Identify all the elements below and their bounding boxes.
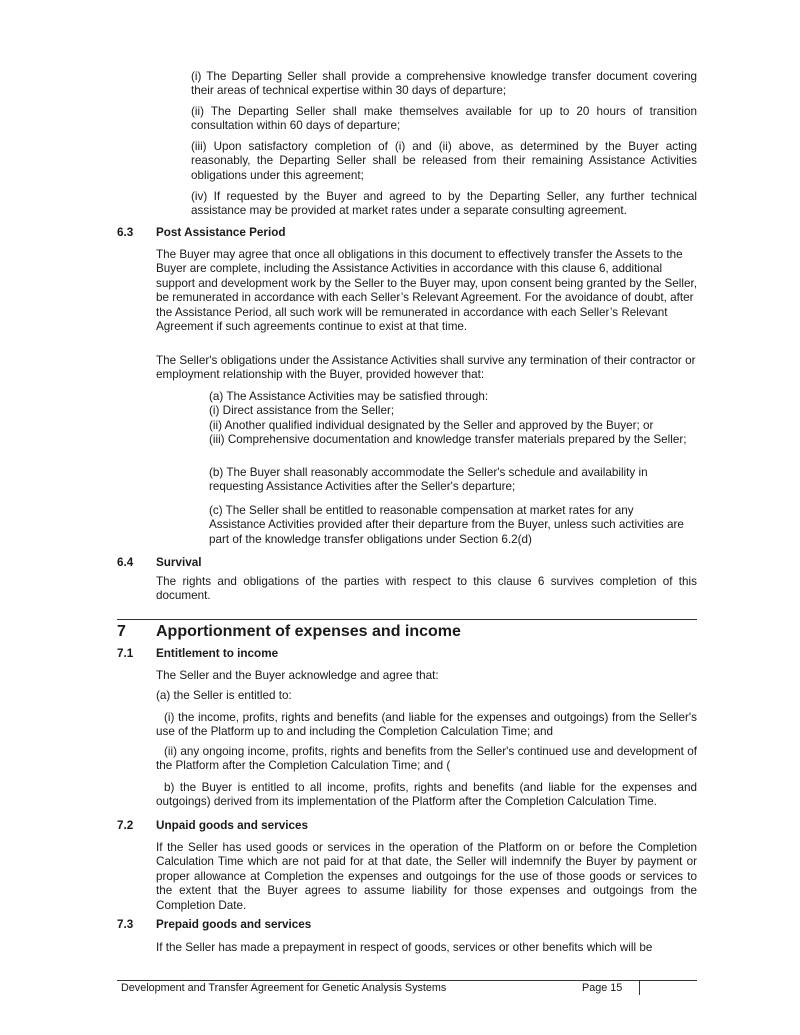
section-number-7-2: 7.2	[117, 819, 134, 832]
list-item-iv: (iv) If requested by the Buyer and agreed to by the Departing Seller, any further technical assistance may be provided at market rates under a separate consulting agreement.	[191, 190, 697, 218]
section-7-3-paragraph: If the Seller has made a prepayment in respect of goods, services or other benefits which will be	[156, 941, 653, 954]
list-item-b: (b) The Buyer shall reasonably accommodate the Seller's schedule and availability in requesting Assistance Activities after the Seller's departure;	[209, 466, 648, 494]
section-divider	[117, 619, 697, 620]
list-item-a-iii: (iii) Comprehensive documentation and knowledge transfer materials prepared by the Seller;	[209, 433, 687, 447]
section-7-1-item-a-ii: (ii) any ongoing income, profits, rights and benefits from the Seller's continued use and development of the Platform after the Completion Calculation Time; and (	[156, 745, 697, 773]
page-number: Page 15	[582, 982, 623, 994]
section-heading-7: Apportionment of expenses and income	[156, 623, 461, 640]
footer-divider	[117, 980, 697, 981]
section-6-3-paragraph-1: The Buyer may agree that once all obligations in this document to effectively transfer the Assets to the Buyer are complete, including the Assistance Activities in accordance with this clause 6, additional support and development work by the Seller to the Buyer may, upon consent being granted by the Seller, be remunerated in accordance with each Seller’s Relevant Agreement. For the avoidance of doubt, after the Assistance Period, all such work will be remunerated in accordance with each Seller’s Relevant Agreement if such agreements continue to exist at that time.	[156, 248, 697, 334]
list-item-a-intro: (a) The Assistance Activities may be satisfied through:	[209, 390, 489, 403]
assistance-list-a	[209, 390, 689, 448]
section-7-2-paragraph: If the Seller has used goods or services in the operation of the Platform on or before the Completion Calculation Time which are not paid for at that date, the Seller will indemnify the Buyer by payment or proper allowance at Completion the expenses and outgoings for the use of those goods or services to the extent that the Buyer agrees to assume liability for those expenses and outgoings from the Completion Date.	[156, 841, 697, 912]
section-number-7-3: 7.3	[117, 918, 134, 931]
section-number-7: 7	[117, 623, 126, 640]
section-7-1-item-a: (a) the Seller is entitled to:	[156, 689, 292, 702]
section-number-7-1: 7.1	[117, 647, 134, 660]
section-heading-7-2: Unpaid goods and services	[156, 819, 308, 832]
section-7-1-item-b: b) the Buyer is entitled to all income, profits, rights and benefits (and liable for the expenses and outgoings) derived from its implementation of the Platform after the Completion Calculation Time.	[156, 781, 697, 809]
section-heading-6-3: Post Assistance Period	[156, 226, 286, 239]
list-item-a-i: (i) Direct assistance from the Seller;	[209, 404, 395, 418]
section-heading-7-1: Entitlement to income	[156, 647, 279, 660]
section-7-1-intro: The Seller and the Buyer acknowledge and agree that:	[156, 669, 439, 682]
section-heading-6-4: Survival	[156, 556, 202, 569]
section-7-1-item-a-i: (i) the income, profits, rights and benefits (and liable for the expenses and outgoings) from the Seller's use of the Platform up to and including the Completion Calculation Time; and	[156, 711, 697, 739]
footer-title: Development and Transfer Agreement for Genetic Analysis Systems	[121, 982, 447, 994]
section-heading-7-3: Prepaid goods and services	[156, 918, 312, 931]
list-item-a-ii: (ii) Another qualified individual designated by the Seller and approved by the Buyer; or	[209, 418, 654, 432]
list-item-c: (c) The Seller shall be entitled to reasonable compensation at market rates for any Assistance Activities provided after their departure from the Buyer, unless such activities are part of the knowledge transfer obligations under Section 6.2(d)	[209, 504, 684, 546]
section-number-6-4: 6.4	[117, 556, 134, 569]
section-6-4-paragraph: The rights and obligations of the parties with respect to this clause 6 survives completion of this document.	[156, 575, 697, 603]
footer-separator	[639, 981, 640, 995]
section-6-3-paragraph-2: The Seller's obligations under the Assistance Activities shall survive any termination of their contractor or employment relationship with the Buyer, provided however that:	[156, 354, 696, 382]
list-item-iii: (iii) Upon satisfactory completion of (i) and (ii) above, as determined by the Buyer acting reasonably, the Departing Seller shall be released from their remaining Assistance Activities obligations under this agreement;	[191, 140, 697, 182]
list-item-i: (i) The Departing Seller shall provide a comprehensive knowledge transfer document covering their areas of technical expertise within 30 days of departure;	[191, 70, 697, 98]
list-item-ii: (ii) The Departing Seller shall make themselves available for up to 20 hours of transition consultation within 60 days of departure;	[191, 105, 697, 133]
section-number-6-3: 6.3	[117, 226, 134, 239]
